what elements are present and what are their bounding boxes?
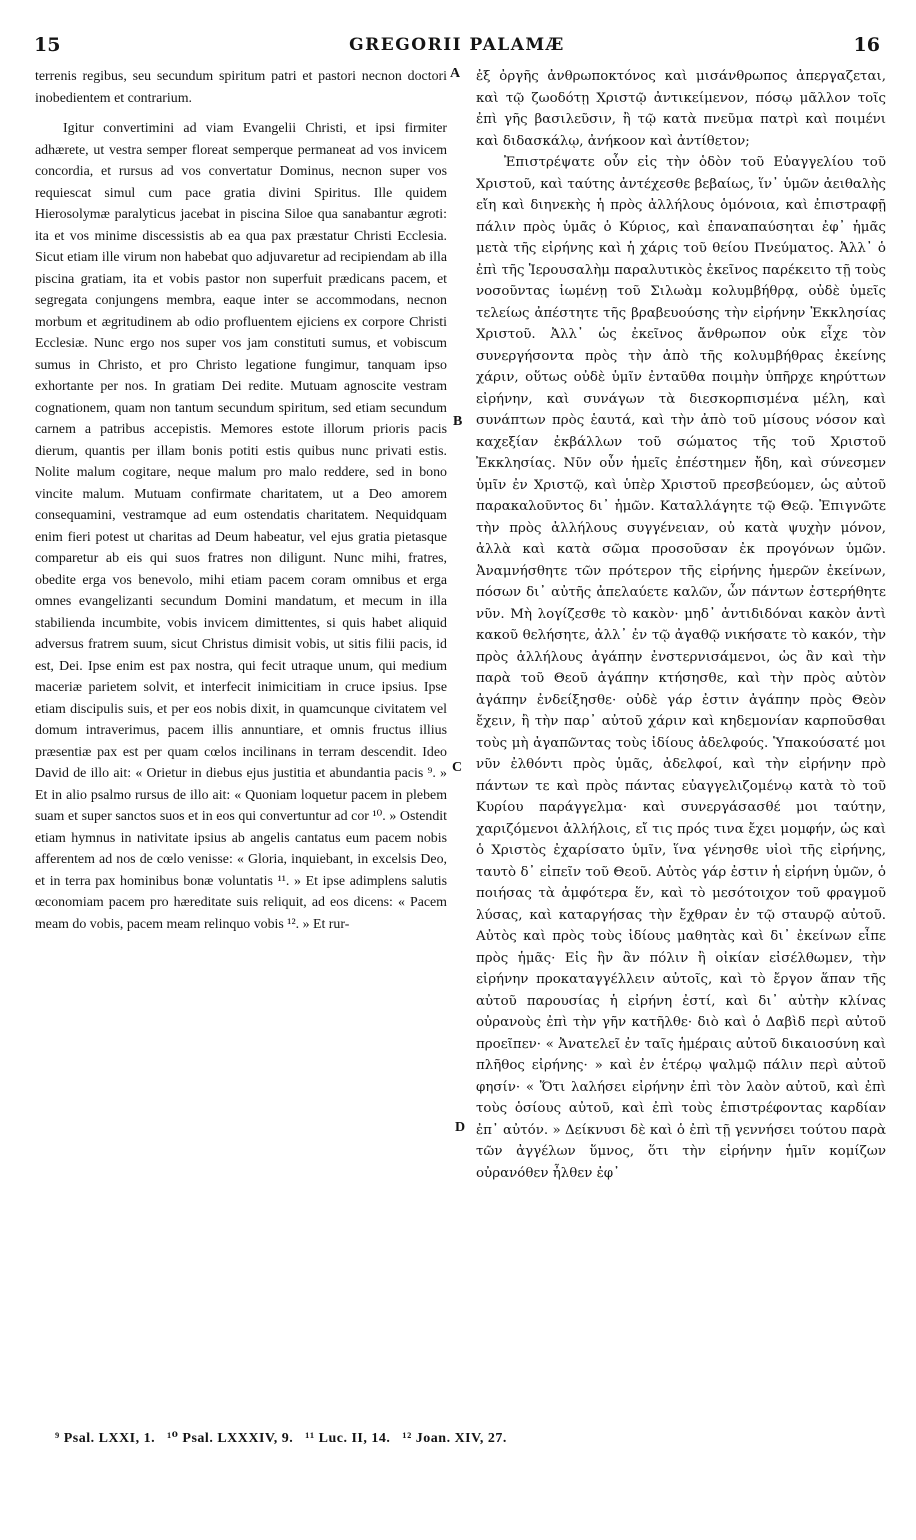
latin-paragraph-1: terrenis regibus, seu secundum spiritum patri et pastori necnon doctori inobedientem et contrarium. [35, 69, 447, 106]
running-head [34, 34, 880, 62]
margin-marker-d: D [455, 1120, 466, 1135]
margin-marker-a: A [450, 66, 461, 81]
margin-marker-c: C [452, 760, 463, 775]
latin-column [35, 66, 447, 935]
footnote-12: ¹² Joan. XIV, 27. [402, 1431, 507, 1446]
greek-paragraph-2: Ἐπιστρέψατε οὖν εἰς τὴν ὁδὸν τοῦ Εὐαγγελίου τοῦ Χριστοῦ, καὶ ταύτης ἀντέχεσθε βεβαίως, ἵν᾿ ὑμῶν ἀειθαλὴς εἴη καὶ διηνεκὴς ἡ πρὸς ἀλλήλους ὁμόνοια, καὶ ἐπιστραφῇ πάλιν πρὸς ὑμᾶς ὁ Κύριος, καὶ ἐπαναπαύσηται ἐφ᾿ ἡμᾶς μετὰ τῆς εἰρήνης καὶ ἡ χάρις τοῦ θείου Πνεύματος. Ἀλλ᾿ ὁ ἐπὶ τῆς Ἱερουσαλὴμ παραλυτικὸς ἐκεῖνος παρέκειτο τῇ τοὺς νοσοῦντας ἰωμένῃ τοῦ Σιλωὰμ κολυμβήθρᾳ, οὐδὲ ὑμεῖς τελείως ἀπέστητε τῆς βραβευούσης τὴν εἰρήνην Ἐκκλησίας Χριστοῦ. Ἀλλ᾿ ὡς ἐκεῖνος ἄνθρωπον οὐκ εἶχε τὸν συνεργήσοντα πρὸς τὴν ἀπὸ τῆς κολυμβήθρας ἐκείνης χάριν, οὕτως οὐδὲ ὑμῖν ἐνταῦθα ποιμὴν ὑπῆρχε κηρύττων εἰρήνην, καὶ συνάγων τὰ διεσκορπισμένα μέλη, καὶ συνάπτων πρὸς ἑαυτά, καὶ τὴν ἀπὸ τοῦ μίσους νόσον καὶ καχεξίαν ἐκβάλλων τοῦ σώματος τῆς τοῦ Χριστοῦ Ἐκκλησίας. Νῦν οὖν ἡμεῖς ἐπέστημεν ἤδη, καὶ σύνεσμεν ὑμῖν ἐν Χριστῷ, καὶ ὑπὲρ Χριστοῦ πρεσβεύομεν, ὡς αὐτοῦ παρακαλοῦντος δι᾿ ἡμῶν. Καταλλάγητε τῷ Θεῷ. Ἐπιγνῶτε τὴν πρὸς ἀλλήλους συγγένειαν, οὐ κατὰ ψυχὴν μόνον, ἀλλὰ καὶ κατὰ σῶμα προσοῦσαν ἐκ προγόνων ὑμῶν. Ἀναμνήσθητε τῶν πρότερον τῆς εἰρήνης ἡμερῶν ἐκείνων, πόσων δι᾿ αὐτῆς ἀπελαύετε καλῶν, ὧν πάντων ἐστερήθητε νῦν. Μὴ λογίζεσθε τὸ κακὸν· μηδ᾿ ἀντιδιδόναι κακὸν ἀντὶ κακοῦ θελήσητε, ἀλλ᾿ ἐν τῷ ἀγαθῷ νικήσατε τὸ κακόν, τὴν πρὸς ἀλλήλους ἀγάπην ἐνστερνισάμενοι, ὡς ἂν καὶ τὴν παρὰ τοῦ Θεοῦ ἀγάπην κτήσησθε, καὶ τὴν πρὸς αὐτὸν ἀγάπην ἐνδείξησθε· οὐδὲ γάρ ἐστιν ἀγάπην πρὸς Θεὸν ἔχειν, ἢ τὴν παρ᾿ αὐτοῦ χάριν καὶ κηδεμονίαν καρποῦσθαι τοὺς μὴ ἀγαπῶντας τοὺς ἰδίους ἀδελφούς. Ὑπακούσατέ μοι νῦν ἐλθόντι πρὸς ὑμᾶς, ἀδελφοί, καὶ τὴν εἰρήνην πρὸ πάντων τε καὶ πρὸς πάντας εὐαγγελιζομένῳ κατὰ τὸ τοῦ Κυρίου παράγγελμα· καὶ συνεργάσασθέ μοι ταύτην, χαριζόμενοι ἀλλήλοις, εἴ τις πρός τινα ἔχει μομφήν, ὡς καὶ ὁ Χριστὸς ἐχαρίσατο ὑμῖν, ἵνα γένησθε υἱοὶ τῆς εἰρήνης, ταυτὸ δ᾿ εἰπεῖν τοῦ Θεοῦ. Αὐτὸς γάρ ἐστιν ἡ εἰρήνη ὑμῶν, ὁ ποιήσας τὰ ἀμφότερα ἕν, καὶ τὸ μεσότοιχον τοῦ φραγμοῦ λύσας, καὶ καταργήσας τὴν ἔχθραν ἐν τῷ σταυρῷ αὐτοῦ. Αὐτὸς καὶ πρὸς τοὺς ἰδίους μαθητὰς καὶ δι᾿ ἐκείνων εἶπε πρὸς ἡμᾶς· Εἰς ἣν ἂν πόλιν ἢ οἰκίαν εἰσέλθωμεν, τὴν εἰρήνην προκαταγγέλλειν αὐτοῖς, καὶ τὸ ἔργον ἅπαν τῆς αὐτοῦ παρουσίας ἡ εἰρήνη ἐστί, καὶ δι᾿ αὐτὴν κλίνας οὐρανοὺς ἐπὶ τὴν γῆν κατῆλθε· διὸ καὶ ὁ Δαβὶδ περὶ αὐτοῦ προεῖπεν· « Ἀνατελεῖ ἐν ταῖς ἡμέραις αὐτοῦ δικαιοσύνη καὶ πλῆθος εἰρήνης· » καὶ ἐν ἑτέρῳ ψαλμῷ πάλιν περὶ αὐτοῦ φησίν· « Ὅτι λαλήσει εἰρήνην ἐπὶ τὸν λαὸν αὐτοῦ, καὶ ἐπὶ τοὺς ὁσίους αὐτοῦ, καὶ ἐπὶ τοὺς ἐπιστρέφοντας καρδίαν ἐπ᾿ αὐτόν. » Δείκνυσι δὲ καὶ ὁ ἐπὶ τῇ γεννήσει τούτου παρὰ τῶν ἀγγέλων ὕμνος, ὅτι τὴν εἰρήνην ἡμῖν κομίζων οὐρανόθεν ἦλθεν ἐφ᾿ [476, 155, 886, 1181]
page-number-right: 16 [853, 34, 880, 56]
running-title: GREGORII PALAMÆ [349, 35, 565, 55]
footnote-11: ¹¹ Luc. II, 14. [305, 1431, 391, 1446]
footnote-10: ¹⁰ Psal. LXXXIV, 9. [167, 1431, 294, 1446]
margin-marker-b: B [453, 414, 463, 429]
footnotes [55, 1430, 755, 1447]
page-number-left: 15 [34, 34, 61, 56]
greek-paragraph-1: ἐξ ὀργῆς ἀνθρωποκτόνος καὶ μισάνθρωπος ἀπεργαζεται, καὶ τῷ ζωοδότῃ Χριστῷ ἀντικείμενον, πόσῳ μᾶλλον τοῖς ἐπὶ γῆς βασιλεῦσιν, ἢ τῷ κατὰ πνεῦμα πατρὶ καὶ ποιμένι καὶ διδασκάλῳ, ἀνήκοον καὶ ἀντίθετον; [476, 69, 886, 149]
latin-paragraph-2: Igitur convertimini ad viam Evangelii Christi, et ipsi firmiter adhærete, ut vestra semper floreat semperque permaneat ad vos invicem concordia, et rursus ad vos convertatur Dominus, necnon super vos requiescat simul cum pace gratia divini Spiritus. Ille quidem Hierosolymæ paralyticus jacebat in piscina Siloe qua sanabantur ægroti: ita et vos minime discessistis ab ea qua pax præstatur Christi Ecclesia. Sicut etiam ille virum non habebat quo adjuvaretur ad recipiendam ab illa piscina gratiam, ita et vobis pastor non superfuit prædicans pacem, et segregata conjungens membra, eaque inter se accommodans, necnon morbum et ægritudinem ab odio profluentem ejiciens ex corpore Christi Ecclesiæ. Nunc ergo nos super vos jam constituti sumus, et vobiscum sumus in Christo, et pro Christo legatione fungimur, tanquam ipso exhortante per nos. In gratiam Dei redite. Mutuam agnoscite vestram cognationem, quam non tantum secundum spiritum, sed etiam secundum carnem a patribus accepistis. Memores estote illorum prioris pacis dierum, quantis per illam bonis potiti estis quibus nunc privati estis. Nolite malum cogitare, neque malum pro malo reddere, sed in bono vincite malum. Mutuam confirmate charitatem, ut a Deo amorem consequamini, vestramque ad eum ostendatis charitatem. Nequidquam enim fieri potest ut charitas ad Deum habeatur, vel ejus gratia pietasque comparetur ab eis qui suos fratres non diligunt. Nunc mihi, fratres, obedite erga vos benevolo, mihi etiam pacem coram omnibus et erga omnes evangelizanti secundum Domini mandatum, et mecum in illa stabilienda incumbite, vobis invicem dimittentes, si quis habet aliquid adversus fratrem suum, sicut Christus dimisit vobis, ut sitis filii pacis, id est, Dei. Ipse enim est pax nostra, qui fecit utraque unum, qui medium maceriæ parietem solvit, et interfecit inimicitiam in cruce ipsius. Ipse etiam discipulis suis, et per eos nobis dixit, in quamcunque civitatem vel domum intraverimus, pacem illis annuntiare, et omnis fructus illius præsentiæ pax est per quam cœlos incilinans in terram descendit. Ideo David de illo ait: « Orietur in diebus ejus justitia et abundantia pacis ⁹. » Et in alio psalmo rursus de illo ait: « Quoniam loquetur pacem in plebem suam et super sanctos suos et in eos qui convertuntur ad cor ¹⁰. » Ostendit etiam hymnus in nativitate ipsius ab angelis cantatus eum pacem nobis afferentem ad nos de cœlo venisse: « Gloria, inquiebant, in excelsis Deo, et in terra pax hominibus bonæ voluntatis ¹¹. » Et ipse adimplens salutis œconomiam pacem pro hæreditate suis reliquit, ad eos dicens: « Pacem meam do vobis, pacem meam relinquo vobis ¹². » Et rur- [35, 121, 447, 932]
footnote-9: ⁹ Psal. LXXI, 1. [55, 1431, 156, 1446]
greek-column [476, 66, 886, 1184]
